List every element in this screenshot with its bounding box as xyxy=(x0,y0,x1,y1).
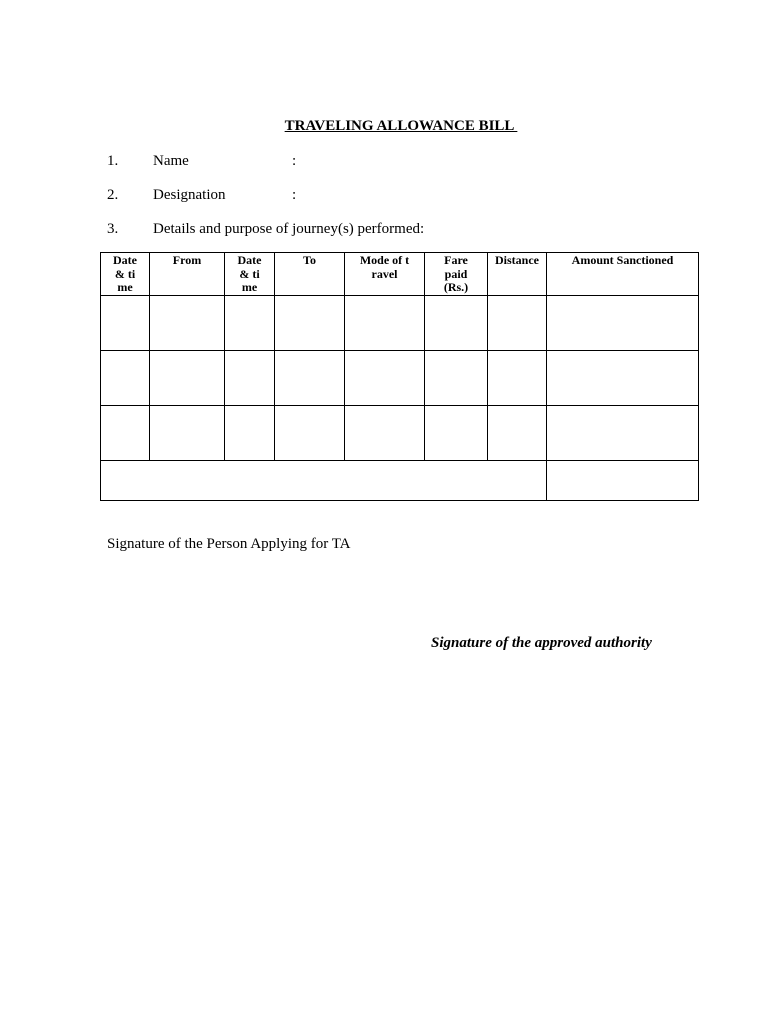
table-cell[interactable] xyxy=(488,351,547,406)
table-cell[interactable] xyxy=(345,406,425,461)
table-row xyxy=(101,406,699,461)
table-total-row xyxy=(101,461,699,501)
table-cell[interactable] xyxy=(345,296,425,351)
table-cell[interactable] xyxy=(345,351,425,406)
header-text: Fare paid (Rs.) xyxy=(443,253,469,294)
field-label: Details and purpose of journey(s) performed: xyxy=(153,221,425,237)
table-cell[interactable] xyxy=(488,406,547,461)
total-amount-cell[interactable] xyxy=(547,461,699,501)
total-label-cell[interactable] xyxy=(101,461,547,501)
table-cell[interactable] xyxy=(275,296,345,351)
table-cell[interactable] xyxy=(547,296,699,351)
table-cell[interactable] xyxy=(101,351,150,406)
header-date-time-departure xyxy=(101,253,150,296)
field-name xyxy=(107,151,327,171)
table-cell[interactable] xyxy=(488,296,547,351)
table-cell[interactable] xyxy=(150,406,225,461)
header-to: To xyxy=(275,253,345,296)
journey-table xyxy=(100,252,699,501)
header-amount-sanctioned: Amount Sanctioned xyxy=(547,253,699,296)
field-label: Designation xyxy=(153,187,226,203)
field-label: Name xyxy=(153,153,189,169)
table-cell[interactable] xyxy=(425,406,488,461)
field-designation xyxy=(107,185,327,205)
field-colon: : xyxy=(292,153,297,169)
field-number: 1. xyxy=(107,153,119,169)
document-title: TRAVELING ALLOWANCE BILL xyxy=(284,118,518,134)
field-number: 2. xyxy=(107,187,119,203)
table-row xyxy=(101,296,699,351)
table-cell[interactable] xyxy=(225,406,275,461)
field-journey-details xyxy=(107,219,507,239)
header-date-time-arrival xyxy=(225,253,275,296)
field-number: 3. xyxy=(107,221,119,237)
signature-authority-label: Signature of the approved authority xyxy=(431,635,652,651)
table-cell[interactable] xyxy=(101,296,150,351)
header-mode-of-travel xyxy=(345,253,425,296)
table-header-row xyxy=(101,253,699,296)
header-text: Mode of travel xyxy=(359,253,410,281)
table-cell[interactable] xyxy=(425,296,488,351)
header-fare-paid xyxy=(425,253,488,296)
header-from: From xyxy=(150,253,225,296)
table-cell[interactable] xyxy=(225,351,275,406)
table-cell[interactable] xyxy=(101,406,150,461)
header-text: Distance xyxy=(495,253,539,267)
signature-applicant-label: Signature of the Person Applying for TA xyxy=(107,536,351,552)
header-distance xyxy=(488,253,547,296)
table-cell[interactable] xyxy=(425,351,488,406)
table-cell[interactable] xyxy=(150,296,225,351)
table-cell[interactable] xyxy=(547,351,699,406)
field-colon: : xyxy=(292,187,297,203)
table-cell[interactable] xyxy=(547,406,699,461)
header-text: Date & time xyxy=(113,253,137,294)
table-cell[interactable] xyxy=(225,296,275,351)
header-text: Date & time xyxy=(237,253,262,294)
table-row xyxy=(101,351,699,406)
table-cell[interactable] xyxy=(275,406,345,461)
table-cell[interactable] xyxy=(275,351,345,406)
table-cell[interactable] xyxy=(150,351,225,406)
